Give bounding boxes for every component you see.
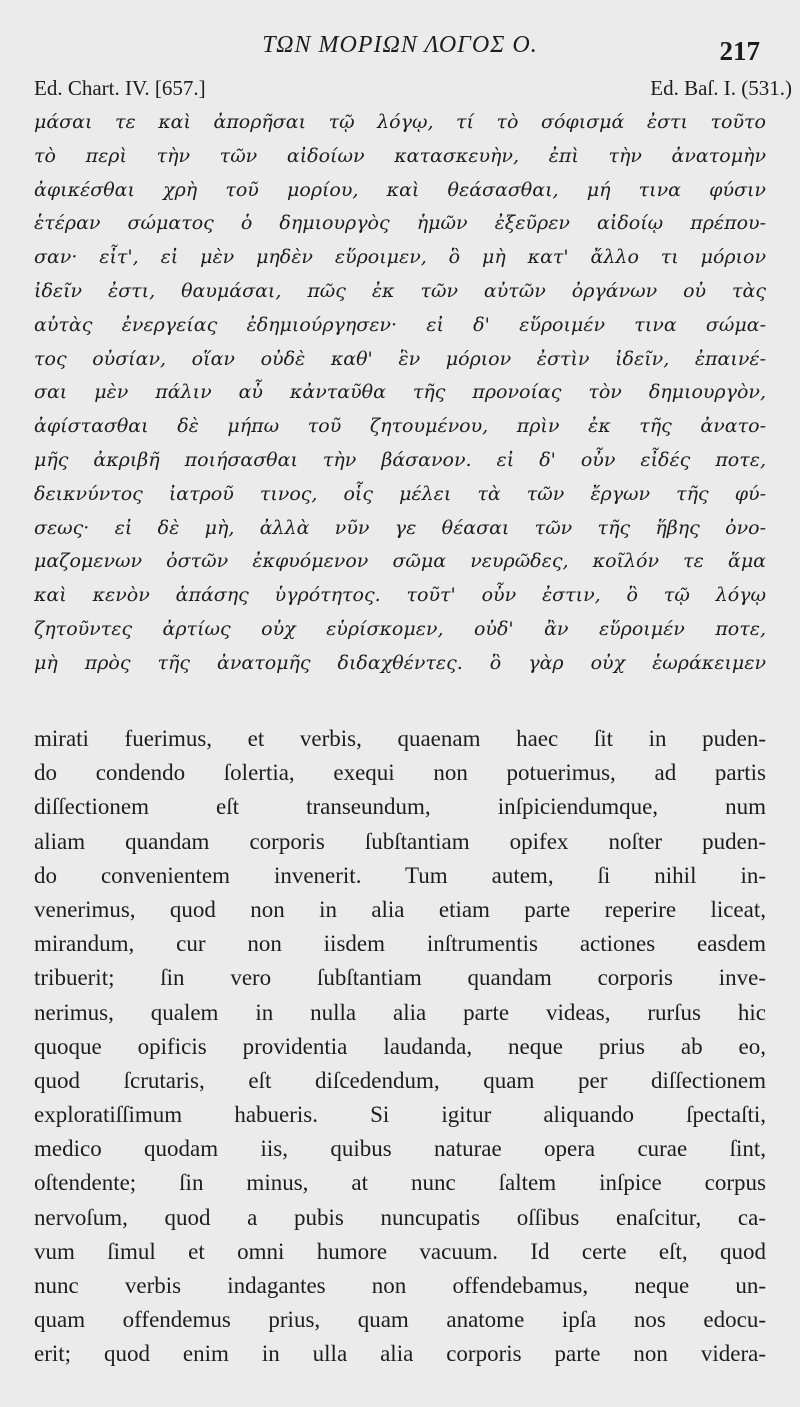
latin-text-line: do convenientem invenerit. Tum autem, ſi nihil in- [34,862,766,888]
latin-text-line: mirati fuerimus, et verbis, quaenam haec ſit in puden- [34,726,766,751]
greek-text-line: μὴ πρὸς τῆς ἀνατομῆς διδαχθέντες. ὃ γὰρ οὐχ ἑωράκειμεν [34,651,766,674]
greek-text-line: τὸ περὶ τὴν τῶν αἰδοίων κατασκευὴν, ἐπὶ τὴν ἀνατομὴν [34,144,766,167]
greek-text-line: ἑτέραν σώματος ὁ δημιουργὸς ἡμῶν ἐξεῦρεν αἰδοίῳ πρέπου- [34,212,766,235]
page-number: 217 [719,36,760,66]
latin-text-line: quoque opificis providentia laudanda, neque prius ab eo, [34,1033,766,1059]
latin-text-line: quam offendemus prius, quam anatome ipſa nos edocu- [34,1307,766,1333]
latin-text-line: vum ſimul et omni humore vacuum. Id certe eſt, quod [34,1238,766,1264]
greek-text-line: τος οὐσίαν, οἵαν οὐδὲ καθ' ἓν μόριον ἐστὶν ἰδεῖν, ἐπαινέ- [34,347,766,370]
edition-reference-chartier: Ed. Chart. IV. [657.] [34,76,206,100]
latin-text-line: tribuerit; ſin vero ſubſtantiam quandam corporis inve- [34,965,766,991]
greek-text-line: μάσαι τε καὶ ἀπορῆσαι τῷ λόγῳ, τί τὸ σόφισμά ἐστι τοῦτο [34,111,766,133]
edition-reference-row [34,75,792,105]
greek-text-line: καὶ κενὸν ἁπάσης ὑγρότητος. τοῦτ' οὖν ἐστιν, ὃ τῷ λόγῳ [34,584,766,607]
greek-text-block [34,106,766,681]
greek-text-line: ἀφίστασθαι δὲ μήπω τοῦ ζητουμένου, πρὶν ἐκ τῆς ἀνατο- [34,415,766,438]
greek-text-line: ζητοῦντες ἀρτίως οὐχ εὑρίσκομεν, οὐδ' ἂν εὕροιμέν ποτε, [34,617,766,640]
latin-text-line: nerimus, qualem in nulla alia parte videas, rurſus hic [34,999,766,1025]
latin-text-line: quod ſcrutaris, eſt diſcedendum, quam per diſſectionem [34,1067,766,1093]
greek-text-line: σαν· εἶτ', εἰ μὲν μηδὲν εὕροιμεν, ὃ μὴ κατ' ἄλλο τι μόριον [34,246,766,269]
running-title: ΤΩΝ ΜΟΡΙΩΝ ΛΟΓΟΣ Ο. [262,32,538,58]
latin-text-line: do condendo ſolertia, exequi non potuerimus, ad partis [34,760,766,786]
running-head [32,30,768,64]
latin-text-line: medico quodam iis, quibus naturae opera curae ſint, [34,1136,766,1162]
greek-text-line: μαζομενων ὀστῶν ἐκφυόμενον σῶμα νευρῶδες, κοῖλόν τε ἅμα [34,550,766,573]
latin-text-line: nunc verbis indagantes non offendebamus, neque un- [34,1273,766,1298]
latin-text-block [34,722,766,1372]
greek-text-line: σεως· εἰ δὲ μὴ, ἀλλὰ νῦν γε θέασαι τῶν τῆς ἥβης ὀνο- [34,516,766,539]
greek-text-line: δεικνύντος ἰατροῦ τινος, οἷς μέλει τὰ τῶν ἔργων τῆς φύ- [34,482,766,505]
latin-text-line: venerimus, quod non in alia etiam parte reperire liceat, [34,896,766,922]
latin-text-line: diſſectionem eſt transeundum, inſpiciendumque, num [34,794,766,820]
latin-text-line: oſtendente; ſin minus, at nunc ſaltem inſpice corpus [34,1170,766,1196]
latin-text-line: erit; quod enim in ulla alia corporis parte non videra- [34,1341,766,1367]
edition-reference-basel: Ed. Baſ. I. (531.) [650,76,792,100]
greek-text-line: ἀφικέσθαι χρὴ τοῦ μορίου, καὶ θεάσασθαι, μή τινα φύσιν [34,178,766,201]
greek-text-line: ἰδεῖν ἐστι, θαυμάσαι, πῶς ἐκ τῶν αὐτῶν ὀργάνων οὐ τὰς [34,279,766,302]
greek-text-line: μῆς ἀκριβῆ ποιήσασθαι τὴν βάσανον. εἰ δ' οὖν εἶδές ποτε, [34,448,766,471]
latin-text-line: mirandum, cur non iisdem inſtrumentis actiones easdem [34,931,766,957]
latin-text-line: nervoſum, quod a pubis nuncupatis oſſibus enaſcitur, ca- [34,1204,766,1230]
greek-text-line: σαι μὲν πάλιν αὖ κἀνταῦθα τῆς προνοίας τὸν δημιουργὸν, [34,381,766,404]
greek-text-line: αὐτὰς ἐνεργείας ἐδημιούργησεν· εἰ δ' εὕροιμέν τινα σώμα- [34,313,766,336]
latin-text-line: aliam quandam corporis ſubſtantiam opifex noſter puden- [34,828,766,854]
latin-text-line: exploratiſſimum habueris. Si igitur aliquando ſpectaſti, [34,1102,766,1128]
